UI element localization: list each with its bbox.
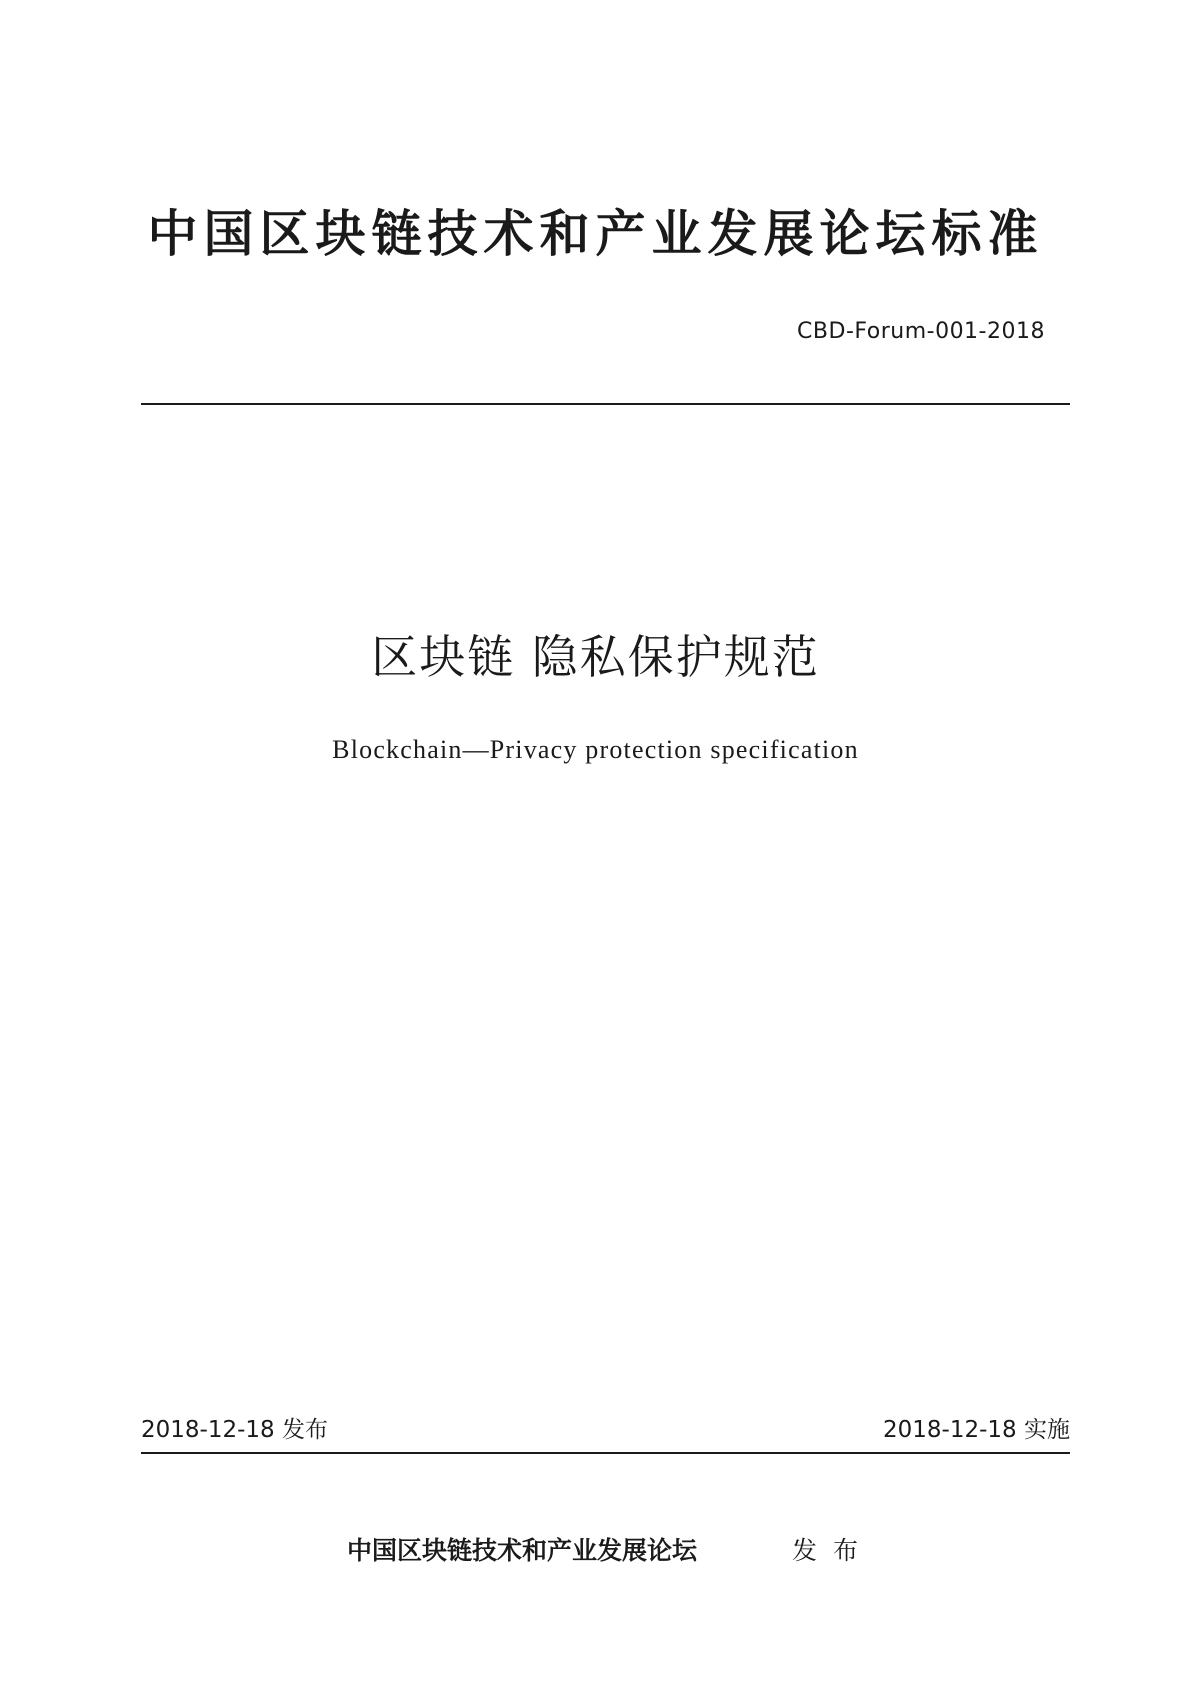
bottom-divider xyxy=(141,1452,1070,1454)
standard-code: CBD-Forum-001-2018 xyxy=(797,319,1045,344)
standard-series-title: 中国区块链技术和产业发展论坛标准 xyxy=(147,205,1044,263)
document-title-english: Blockchain—Privacy protection specification xyxy=(332,735,859,764)
issuing-organization: 中国区块链技术和产业发展论坛 xyxy=(347,1536,698,1565)
implementation-date: 2018-12-18 实施 xyxy=(883,1417,1070,1443)
issue-action-label: 发布 xyxy=(792,1536,875,1565)
issue-date: 2018-12-18 发布 xyxy=(141,1417,328,1443)
top-divider xyxy=(141,403,1070,405)
document-title-chinese: 区块链 隐私保护规范 xyxy=(371,630,820,684)
